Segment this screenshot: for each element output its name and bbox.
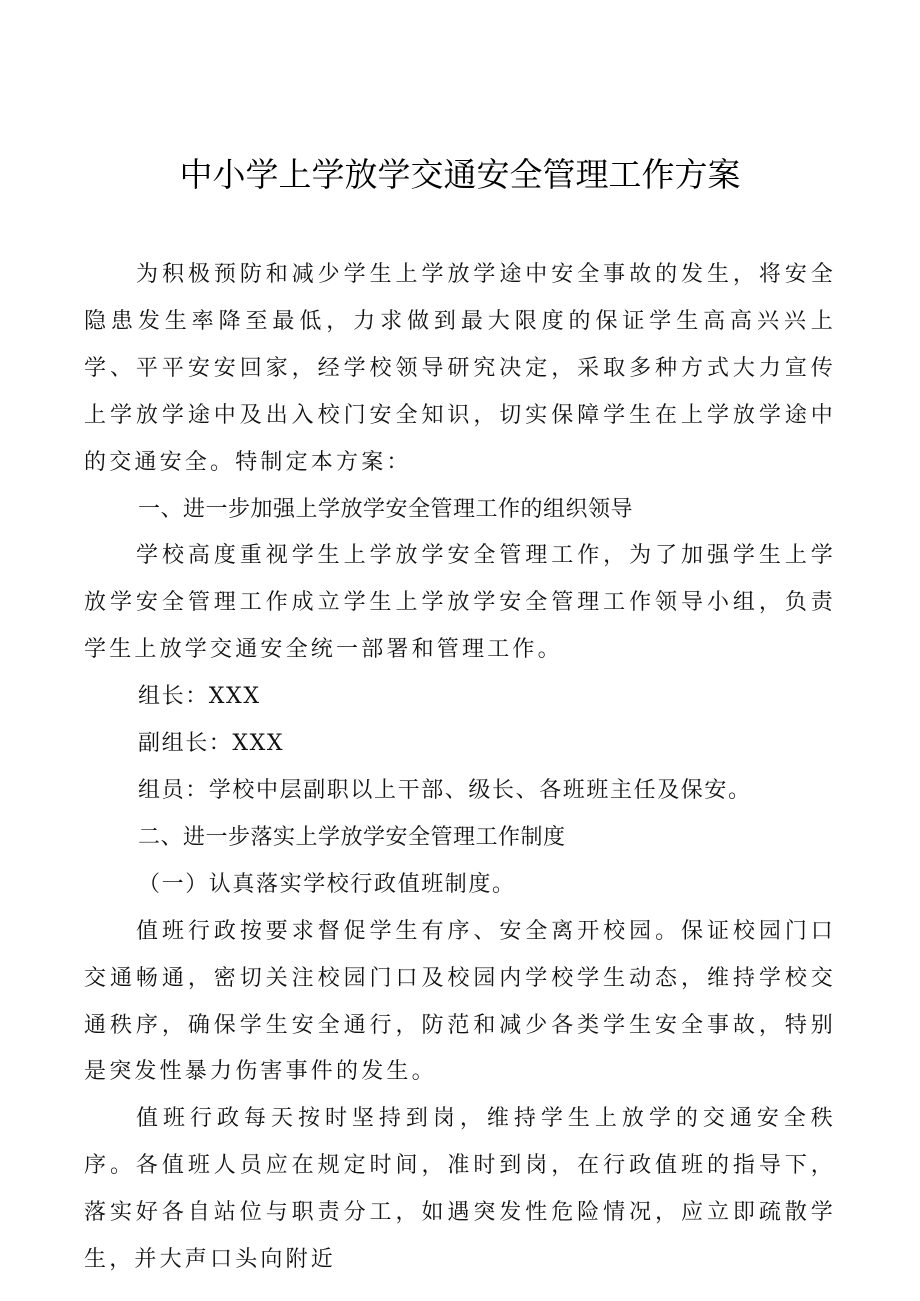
section-2-heading: 二、进一步落实上学放学安全管理工作制度 [138,824,566,850]
intro-paragraph: 为积极预防和减少学生上学放学途中安全事故的发生，将安全隐患发生率降至最低，力求做到最大限度的保证学生高高兴兴上学、平平安安回家，经学校领导研究决定，采取多种方式大力宣传上学放学途中及出入校门安全知识，切实保障学生在上学放学途中的交通安全。特制定本方案： [84,262,836,475]
section-1-heading: 一、进一步加强上学放学安全管理工作的组织领导 [138,496,634,522]
section-2-paragraph-1: 值班行政按要求督促学生有序、安全离开校园。保证校园门口交通畅通，密切关注校园门口及校园内学校学生动态，维持学校交通秩序，确保学生安全通行，防范和减少各类学生安全事故，特别是突发性暴力伤害事件的发生。 [84,918,836,1085]
section-2-subheading: （一）认真落实学校行政值班制度。 [138,871,516,897]
section-1-paragraph: 学校高度重视学生上学放学安全管理工作，为了加强学生上学放学安全管理工作成立学生上学放学安全管理工作领导小组，负责学生上放学交通安全统一部署和管理工作。 [84,543,836,663]
leader-line: 组长：XXX [138,684,261,710]
members-line: 组员：学校中层副职以上干部、级长、各班班主任及保安。 [138,777,752,803]
document-title: 中小学上学放学交通安全管理工作方案 [179,155,741,194]
section-2-paragraph-2: 值班行政每天按时坚持到岗，维持学生上放学的交通安全秩序。各值班人员应在规定时间，准时到岗，在行政值班的指导下，落实好各自站位与职责分工，如遇突发性危险情况，应立即疏散学生，并大声口头向附近 [84,1106,836,1273]
document-body [84,252,836,1284]
deputy-leader-line: 副组长：XXX [138,731,285,757]
